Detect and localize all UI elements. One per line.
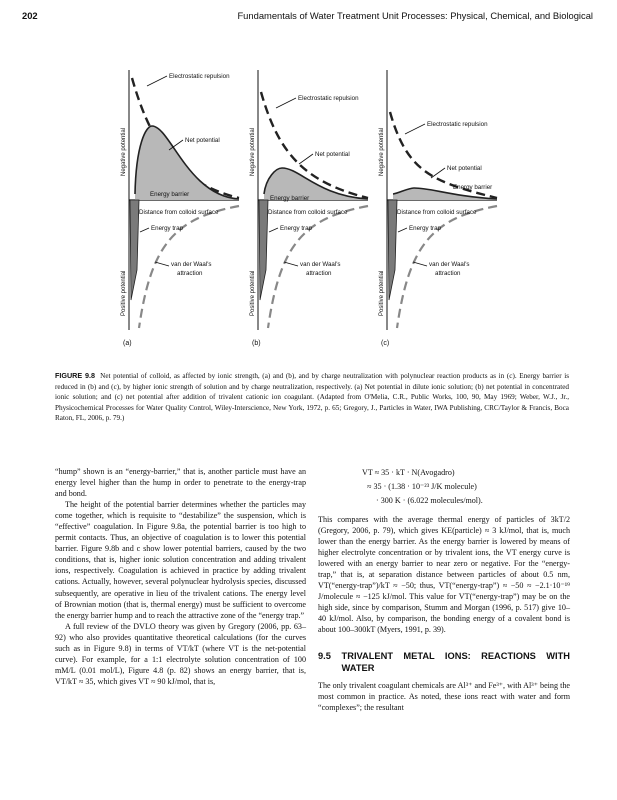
section-number: 9.5 — [318, 650, 331, 661]
van-der-waals-label-1: van der Waal's — [300, 261, 341, 268]
energy-trap-label: Energy trap — [151, 225, 183, 232]
electrostatic-pointer — [405, 124, 425, 134]
left-paragraph-1: “hump” shown is an “energy-barrier,” that is, another particle must have an energy level higher than the hump in order to penetrate to the energy-trap and bond. — [55, 467, 306, 499]
electrostatic-repulsion-label: Electrostatic repulsion — [169, 73, 230, 80]
positive-potential-label: Positive potential — [121, 270, 127, 316]
van-der-waals-label-2: attraction — [435, 270, 461, 277]
distance-axis-label: Distance from colloid surface — [139, 209, 219, 216]
energy-trap-label: Energy trap — [409, 225, 441, 232]
van-der-waals-pointer — [413, 262, 427, 266]
van-der-waals-label-2: attraction — [306, 270, 332, 277]
net-potential-label: Net potential — [447, 165, 482, 172]
energy-barrier-label: Energy barrier — [270, 195, 310, 202]
panel-label: (a) — [123, 340, 132, 347]
electrostatic-pointer — [147, 76, 167, 86]
negative-potential-label: Negative potential — [250, 127, 256, 176]
figure-caption — [55, 371, 569, 424]
van-der-waals-label-1: van der Waal's — [171, 261, 212, 268]
distance-axis-label: Distance from colloid surface — [397, 209, 477, 216]
figure-9-8 — [0, 30, 617, 350]
left-paragraph-2: The height of the potential barrier determines whether the particles may come together, which is requisite to “destabilize” the suspension, which is “effective” coagulation. In Figure 9.8a, the potential barrier is too high to permit contacts. Thus, an objective of coagulation is to lower this potential barrier. Figure 9.8b and c show lower potential barriers, caused by the two conditions, that is, higher ionic solution concentration and adding trivalent ions, respectively. Coagulation is achieved in practice by adding trivalent cations. Actually, however, several polynuclear hydrolysis species, discussed subsequently, are operative in lieu of the trivalent cations. The energy level of Brownian motion (that is, thermal energy) must be sufficient to overcome the energy barrier hump and to reach the attractive zone of the “energy trap.” — [55, 500, 306, 620]
energy-trap-label: Energy trap — [280, 225, 312, 232]
caption-text: Net potential of colloid, as affected by ionic strength, (a) and (b), and by charge neutralization with polynuclear reaction products as in (c). Energy barrier is reduced in (b) and (c), by higher ionic strength of solution and by charge neutralization, respectively. (a) Net potential in dilute ionic solution; (b) net potential in concentrated ionic solution; and (c) net potential after addition of trivalent cationic ion coagulant. (Adapted from O'Melia, C.R., Public Works, 100, 90, May 1969; Weber, W.J., Jr., Physicochemical Processes for Water Quality Control, Wiley-Interscience, New York, 1972, p. 65; Gregory, J., Particles in Water, IWA Publishing, CRC/Taylor & Francis, Boca Raton, FL, 2006, p. 79.) — [55, 372, 569, 423]
energy-trap-region — [259, 200, 268, 300]
positive-potential-label: Positive potential — [379, 270, 385, 316]
energy-trap-pointer — [269, 228, 278, 232]
panel-label: (c) — [381, 340, 390, 347]
equation-line-2: ≈ 35 · (1.38 · 10⁻²³ J/K molecule) — [367, 482, 477, 491]
left-paragraph-3: A full review of the DVLO theory was given by Gregory (2006, pp. 63–92) who also provides quantitative theoretical calculations (for the curves such as in Figure 9.8) in terms of VT/kT (where VT is the net-potential curve). For example, for a 1:1 electrolyte solution concentration of 100 mM/L (0.01 mol/L), Figure 4.8 (p. 82) shows an energy barrier, that is, VT/kT ≈ 35, which gives VT ≈ 90 kJ/mol, that is, — [55, 621, 306, 686]
distance-axis-label: Distance from colloid surface — [268, 209, 348, 216]
right-paragraph-2: The only trivalent coagulant chemicals are Al³⁺ and Fe³⁺, with Al³⁺ being the most common in practice. As noted, these ions react with water and form “complexes”; the resultant — [318, 680, 570, 712]
negative-potential-label: Negative potential — [121, 127, 127, 176]
van-der-waals-pointer — [284, 262, 298, 266]
net-potential-pointer — [299, 154, 313, 164]
positive-potential-label: Positive potential — [250, 270, 256, 316]
energy-barrier-label: Energy barrier — [150, 191, 190, 198]
equation-line-1: VT ≈ 35 · kT · N(Avogadro) — [362, 468, 455, 477]
van-der-waals-label-1: van der Waal's — [429, 261, 470, 268]
left-column — [55, 466, 306, 687]
energy-trap-region — [130, 200, 139, 300]
panel-label: (b) — [252, 340, 261, 347]
van-der-waals-label-2: attraction — [177, 270, 203, 277]
page-number: 202 — [22, 10, 38, 21]
equation-line-3: · 300 K · (6.022 molecules/mol). — [376, 496, 483, 505]
energy-trap-pointer — [398, 228, 407, 232]
energy-trap-pointer — [140, 228, 149, 232]
electrostatic-pointer — [276, 98, 296, 108]
energy-trap-region — [388, 200, 397, 300]
net-potential-label: Net potential — [185, 137, 220, 144]
section-title: TRIVALENT METAL IONS: REACTIONS WITH WATER — [341, 650, 570, 673]
net-potential-label: Net potential — [315, 151, 350, 158]
electrostatic-repulsion-label: Electrostatic repulsion — [298, 95, 359, 102]
right-column — [318, 466, 570, 713]
caption-label: FIGURE 9.8 — [55, 371, 95, 380]
right-paragraph-1: This compares with the average thermal energy of particles of 3kT/2 (Gregory, 2006, p. 79), which gives KE(particle) ≈ 3 kJ/mol, that is, much lower than the energy barrier. As the energy barrier is lowered by means of higher electrolyte concentration or by trivalent ions, the VT energy curve is lowered with an energy barrier to near zero or negative. For the “energy-trap,” that is, at separation distance between particles of about 0.5 nm, VT(“energy-trap”)/kT ≈ −50; thus, VT(“energy-trap”) ≈ −50 ≈ −2.1·10⁻¹⁹ J/molecule ≈ −125 kJ/mol. This value for VT(“energy-trap”) may be on the high side, since by comparison, Stumm and Morgan (1996, p. 517) give 10–40 kJ/mol. Also, by comparison, the bonding energy of a covalent bond is about 100–300kT (Myers, 1991, p. 39). — [318, 515, 570, 635]
page-header — [22, 10, 593, 24]
running-title: Fundamentals of Water Treatment Unit Processes: Physical, Chemical, and Biological — [237, 10, 593, 21]
electrostatic-repulsion-label: Electrostatic repulsion — [427, 121, 488, 128]
net-potential-pointer — [431, 168, 445, 178]
van-der-waals-pointer — [155, 262, 169, 266]
section-heading — [318, 650, 570, 674]
negative-potential-label: Negative potential — [379, 127, 385, 176]
energy-barrier-label: Energy barrier — [453, 184, 493, 191]
